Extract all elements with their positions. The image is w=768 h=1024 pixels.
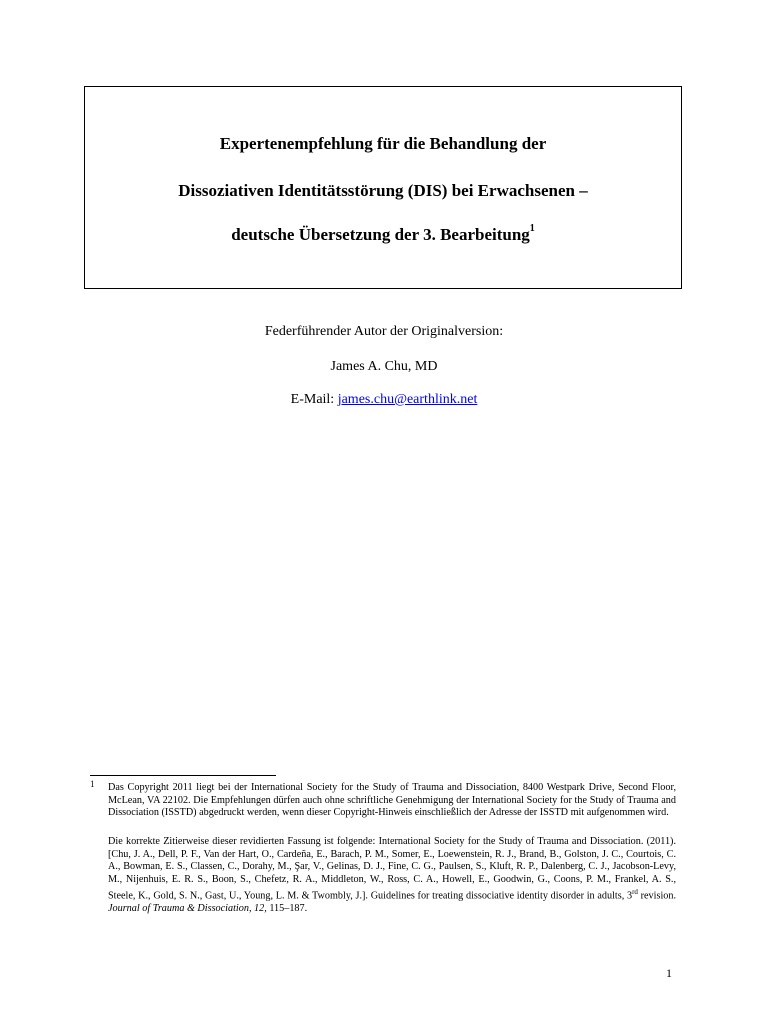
footnote-journal-title: Journal of Trauma & Dissociation, 12, <box>108 903 267 915</box>
footnote-marker: 1 <box>90 779 95 789</box>
title-line-1: Expertenempfehlung für die Behandlung der <box>219 134 547 153</box>
title-footnote-ref[interactable]: 1 <box>529 223 535 235</box>
footnote-citation-text: Die korrekte Zitierweise dieser revidierten Fassung ist folgende: International Society for the Study of Trauma and Dissociation. (2011). [Chu, J. A., Dell, P. F., Van der Hart, O., Cardeña, E., Barach, P. M., Somer, E., Loewenstein, R. J., Brand, B., Golston, J. C., Courtois, C. A., Bowman, E. S., Classen, C., Dorahy, M., Şar, V., Gelinas, D. J., Fine, C. G., Paulsen, S., Kluft, R. P., Dalenberg, C. J., Jacobson-Levy, M., Nijenhuis, E. R. S., Boon, S., Chefetz, R. A., Middleton, W., Ross, C. A., Howell, E., Goodwin, G., Coons, P. M., Frankel, A. S., Steele, K., Gold, S. N., Gast, U., Young, L. M. & Twombly, J.]. Guidelines for treating dissociative identity disorder in adults, 3 <box>108 836 676 902</box>
title-box <box>84 86 682 289</box>
footnote-paragraph-1: Das Copyright 2011 liegt bei der International Society for the Study of Trauma and Dissociation, 8400 Westpark Drive, Second Floor, McLean, VA 22102. Die Empfehlungen dürfen auch ohne schriftliche Genehmigung der International Society for the Study of Trauma and Dissociation (ISSTD) abgedruckt werden, wenn dieser Copyright-Hinweis einschließlich der Adresse der ISSTD mit aufgenommen wird. <box>108 782 676 819</box>
email-link[interactable]: james.chu@earthlink.net <box>337 392 478 407</box>
footnote-separator <box>90 775 276 776</box>
footnote-revision-text: revision. <box>637 890 677 902</box>
page-number: 1 <box>666 966 672 980</box>
author-email-line <box>0 392 768 408</box>
title-line-3 <box>85 225 681 245</box>
author-name: James A. Chu, MD <box>330 359 438 374</box>
footnote-pages: 115–187. <box>266 903 308 915</box>
title-line-3-text: deutsche Übersetzung der 3. Bearbeitung <box>231 225 530 244</box>
footnote-ordinal-sup: rd <box>632 888 638 897</box>
author-label: Federführender Autor der Originalversion: <box>264 324 504 339</box>
email-label: E-Mail: <box>290 392 338 407</box>
title-line-2: Dissoziativen Identitätsstörung (DIS) bei Erwachsenen – <box>178 181 588 200</box>
footnote-paragraph-2 <box>108 836 676 916</box>
